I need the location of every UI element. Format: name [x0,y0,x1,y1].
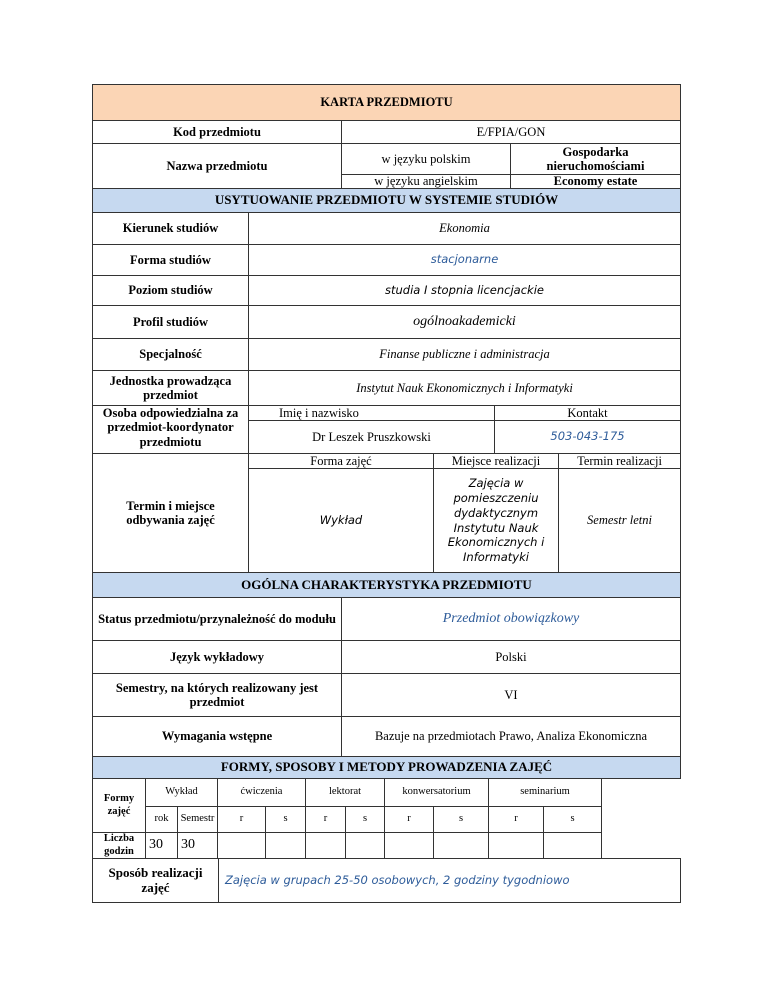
termin-h3: Termin realizacji [558,453,681,469]
coordinator-contact: 503-043-175 [494,420,681,454]
profil-value: ogólnoakademicki [248,305,681,339]
nazwa-pl-label: w języku polskim [341,143,511,175]
formy-label: Formy zajęć [92,778,146,833]
form-group-header: Wykład [145,778,218,807]
kierunek-value: Ekonomia [248,212,681,245]
hours-cell [217,832,266,859]
form-subheader: s [543,806,602,833]
form-subheader: r [217,806,266,833]
form-group-header: lektorat [305,778,385,807]
specjalnosc-value: Finanse publiczne i administracja [248,338,681,371]
semestry-label: Semestry, na których realizowany jest przedmiot [92,673,342,717]
jednostka-label: Jednostka prowadząca przedmiot [92,370,249,406]
jednostka-value: Instytut Nauk Ekonomicznych i Informatyki [248,370,681,406]
hours-cell [265,832,306,859]
form-subheader: r [384,806,434,833]
hours-label: Liczba godzin [92,832,146,859]
form-subheader: r [305,806,346,833]
jezyk-value: Polski [341,640,681,674]
hours-cell [543,832,602,859]
section-usytuowanie: USYTUOWANIE PRZEDMIOTU W SYSTEMIE STUDIÓW [92,188,681,213]
coordinator-name: Dr Leszek Pruszkowski [248,420,495,454]
name-label: Imię i nazwisko [248,405,495,421]
forma-label: Forma studiów [92,244,249,276]
sposob-value: Zajęcia w grupach 25-50 osobowych, 2 godziny tygodniowo [218,858,681,903]
nazwa-en-label: w języku angielskim [341,174,511,189]
nazwa-en-value: Economy estate [510,174,681,189]
wymagania-label: Wymagania wstępne [92,716,342,757]
hours-cell [345,832,385,859]
termin-v2: Zajęcia w pomieszczeniu dydaktycznym Instytutu Nauk Ekonomicznych i Informatyki [433,468,559,573]
termin-label: Termin i miejsce odbywania zajęć [92,453,249,573]
kierunek-label: Kierunek studiów [92,212,249,245]
kod-label: Kod przedmiotu [92,120,342,144]
nazwa-pl-value: Gospodarka nieruchomościami [510,143,681,175]
contact-label: Kontakt [494,405,681,421]
form-subheader: Semestr [177,806,218,833]
kod-value: E/FPIA/GON [341,120,681,144]
form-group-header: seminarium [488,778,602,807]
status-label: Status przedmiotu/przynależność do modułu [92,597,342,641]
form-group-header: konwersatorium [384,778,489,807]
hours-cell [488,832,544,859]
specjalnosc-label: Specjalność [92,338,249,371]
form-subheader: rok [145,806,178,833]
profil-label: Profil studiów [92,305,249,339]
hours-cell [433,832,489,859]
poziom-value: studia I stopnia licencjackie [248,275,681,306]
semestry-value: VI [341,673,681,717]
form-group-header: ćwiczenia [217,778,306,807]
termin-h2: Miejsce realizacji [433,453,559,469]
termin-v1: Wykład [248,468,434,573]
form-subheader: r [488,806,544,833]
termin-h1: Forma zajęć [248,453,434,469]
card-title: KARTA PRZEDMIOTU [92,84,681,121]
poziom-label: Poziom studiów [92,275,249,306]
forma-value: stacjonarne [248,244,681,276]
sposob-label: Sposób realizacji zajęć [92,858,219,903]
jezyk-label: Język wykładowy [92,640,342,674]
nazwa-label: Nazwa przedmiotu [92,143,342,189]
section-ogolna: OGÓLNA CHARAKTERYSTYKA PRZEDMIOTU [92,572,681,598]
section-formy: FORMY, SPOSOBY I METODY PROWADZENIA ZAJĘĆ [92,756,681,779]
form-subheader: s [345,806,385,833]
form-subheader: s [433,806,489,833]
hours-cell: 30 [145,832,178,859]
wymagania-value: Bazuje na przedmiotach Prawo, Analiza Ekonomiczna [341,716,681,757]
form-subheader: s [265,806,306,833]
hours-cell: 30 [177,832,218,859]
termin-v3: Semestr letni [558,468,681,573]
osoba-label: Osoba odpowiedzialna za przedmiot-koordynator przedmiotu [92,405,249,454]
hours-cell [384,832,434,859]
hours-cell [305,832,346,859]
status-value: Przedmiot obowiązkowy [341,597,681,641]
